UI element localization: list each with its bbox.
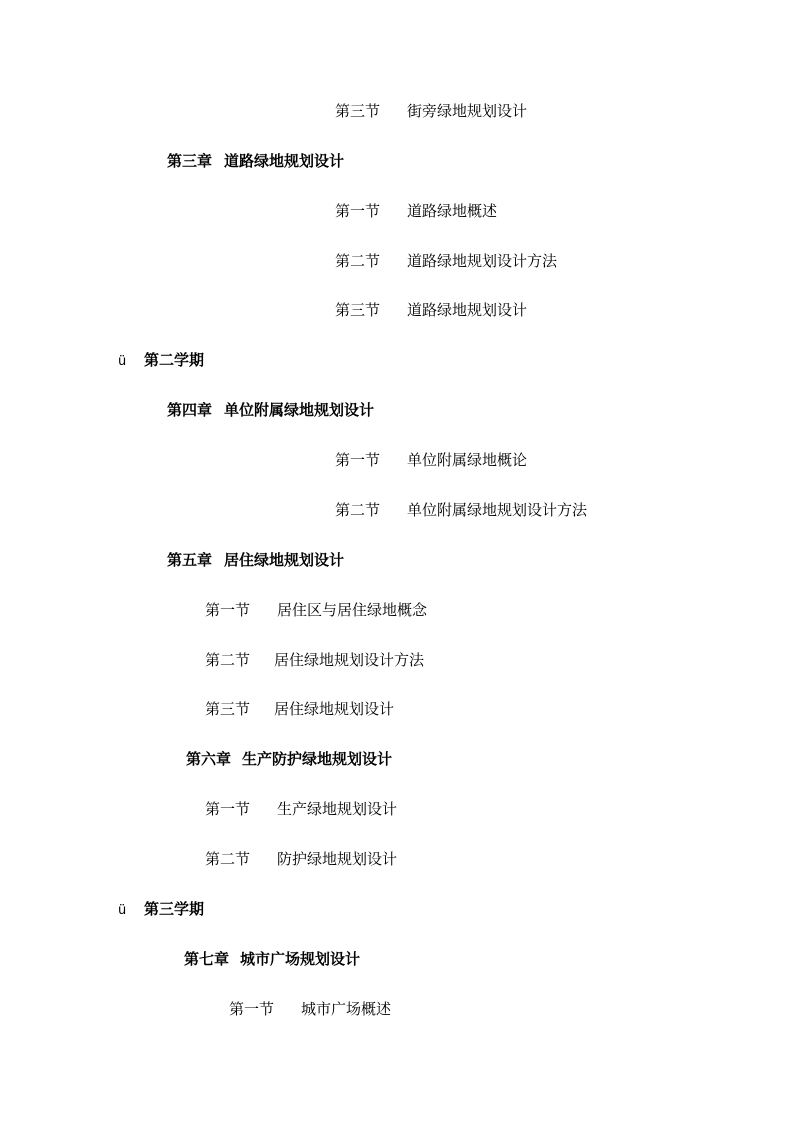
section-number: 第一节 <box>335 202 381 220</box>
chapter-title: 居住绿地规划设计 <box>224 551 345 569</box>
toc-chapter-line <box>167 550 344 570</box>
section-number: 第三节 <box>335 301 381 319</box>
toc-chapter-line <box>186 749 392 769</box>
section-title: 单位附属绿地概论 <box>407 451 528 469</box>
section-number: 第二节 <box>335 252 381 270</box>
section-number: 第三节 <box>205 700 251 718</box>
toc-section-line <box>335 450 527 470</box>
section-number: 第二节 <box>205 850 251 868</box>
toc-section-line <box>335 300 527 320</box>
semester-title: 第三学期 <box>144 900 205 918</box>
toc-section-line <box>205 799 397 819</box>
section-title: 道路绿地规划设计方法 <box>407 252 558 270</box>
toc-section-line <box>335 500 587 520</box>
toc-section-line <box>205 650 424 670</box>
section-title: 居住绿地规划设计方法 <box>274 651 425 669</box>
section-title: 居住区与居住绿地概念 <box>277 601 428 619</box>
section-title: 单位附属绿地规划设计方法 <box>407 501 588 519</box>
toc-section-line <box>205 849 397 869</box>
section-title: 城市广场概述 <box>301 1000 392 1018</box>
semester-title: 第二学期 <box>144 351 205 369</box>
toc-chapter-line <box>184 949 360 969</box>
chapter-number: 第六章 <box>186 750 232 768</box>
section-title: 防护绿地规划设计 <box>277 850 398 868</box>
checkmark-bullet-icon: ü <box>118 354 127 369</box>
chapter-title: 道路绿地规划设计 <box>224 152 345 170</box>
section-title: 道路绿地规划设计 <box>407 301 528 319</box>
chapter-title: 城市广场规划设计 <box>240 950 361 968</box>
section-title: 道路绿地概述 <box>407 202 498 220</box>
toc-section-line <box>229 999 391 1019</box>
checkmark-bullet-icon: ü <box>118 903 127 918</box>
section-title: 居住绿地规划设计 <box>274 700 395 718</box>
section-number: 第一节 <box>229 1000 275 1018</box>
chapter-number: 第四章 <box>167 401 213 419</box>
toc-section-line <box>335 101 527 121</box>
toc-chapter-line <box>167 400 374 420</box>
toc-semester-line <box>118 899 204 919</box>
chapter-title: 单位附属绿地规划设计 <box>224 401 375 419</box>
section-number: 第二节 <box>205 651 251 669</box>
toc-section-line <box>335 251 557 271</box>
chapter-number: 第三章 <box>167 152 213 170</box>
chapter-number: 第五章 <box>167 551 213 569</box>
section-number: 第二节 <box>335 501 381 519</box>
section-number: 第一节 <box>335 451 381 469</box>
toc-semester-line <box>118 350 204 370</box>
toc-section-line <box>205 699 394 719</box>
section-number: 第一节 <box>205 800 251 818</box>
chapter-title: 生产防护绿地规划设计 <box>242 750 393 768</box>
section-number: 第三节 <box>335 102 381 120</box>
chapter-number: 第七章 <box>184 950 230 968</box>
toc-chapter-line <box>167 151 344 171</box>
toc-section-line <box>205 600 427 620</box>
section-number: 第一节 <box>205 601 251 619</box>
section-title: 生产绿地规划设计 <box>277 800 398 818</box>
toc-section-line <box>335 201 497 221</box>
section-title: 街旁绿地规划设计 <box>407 102 528 120</box>
